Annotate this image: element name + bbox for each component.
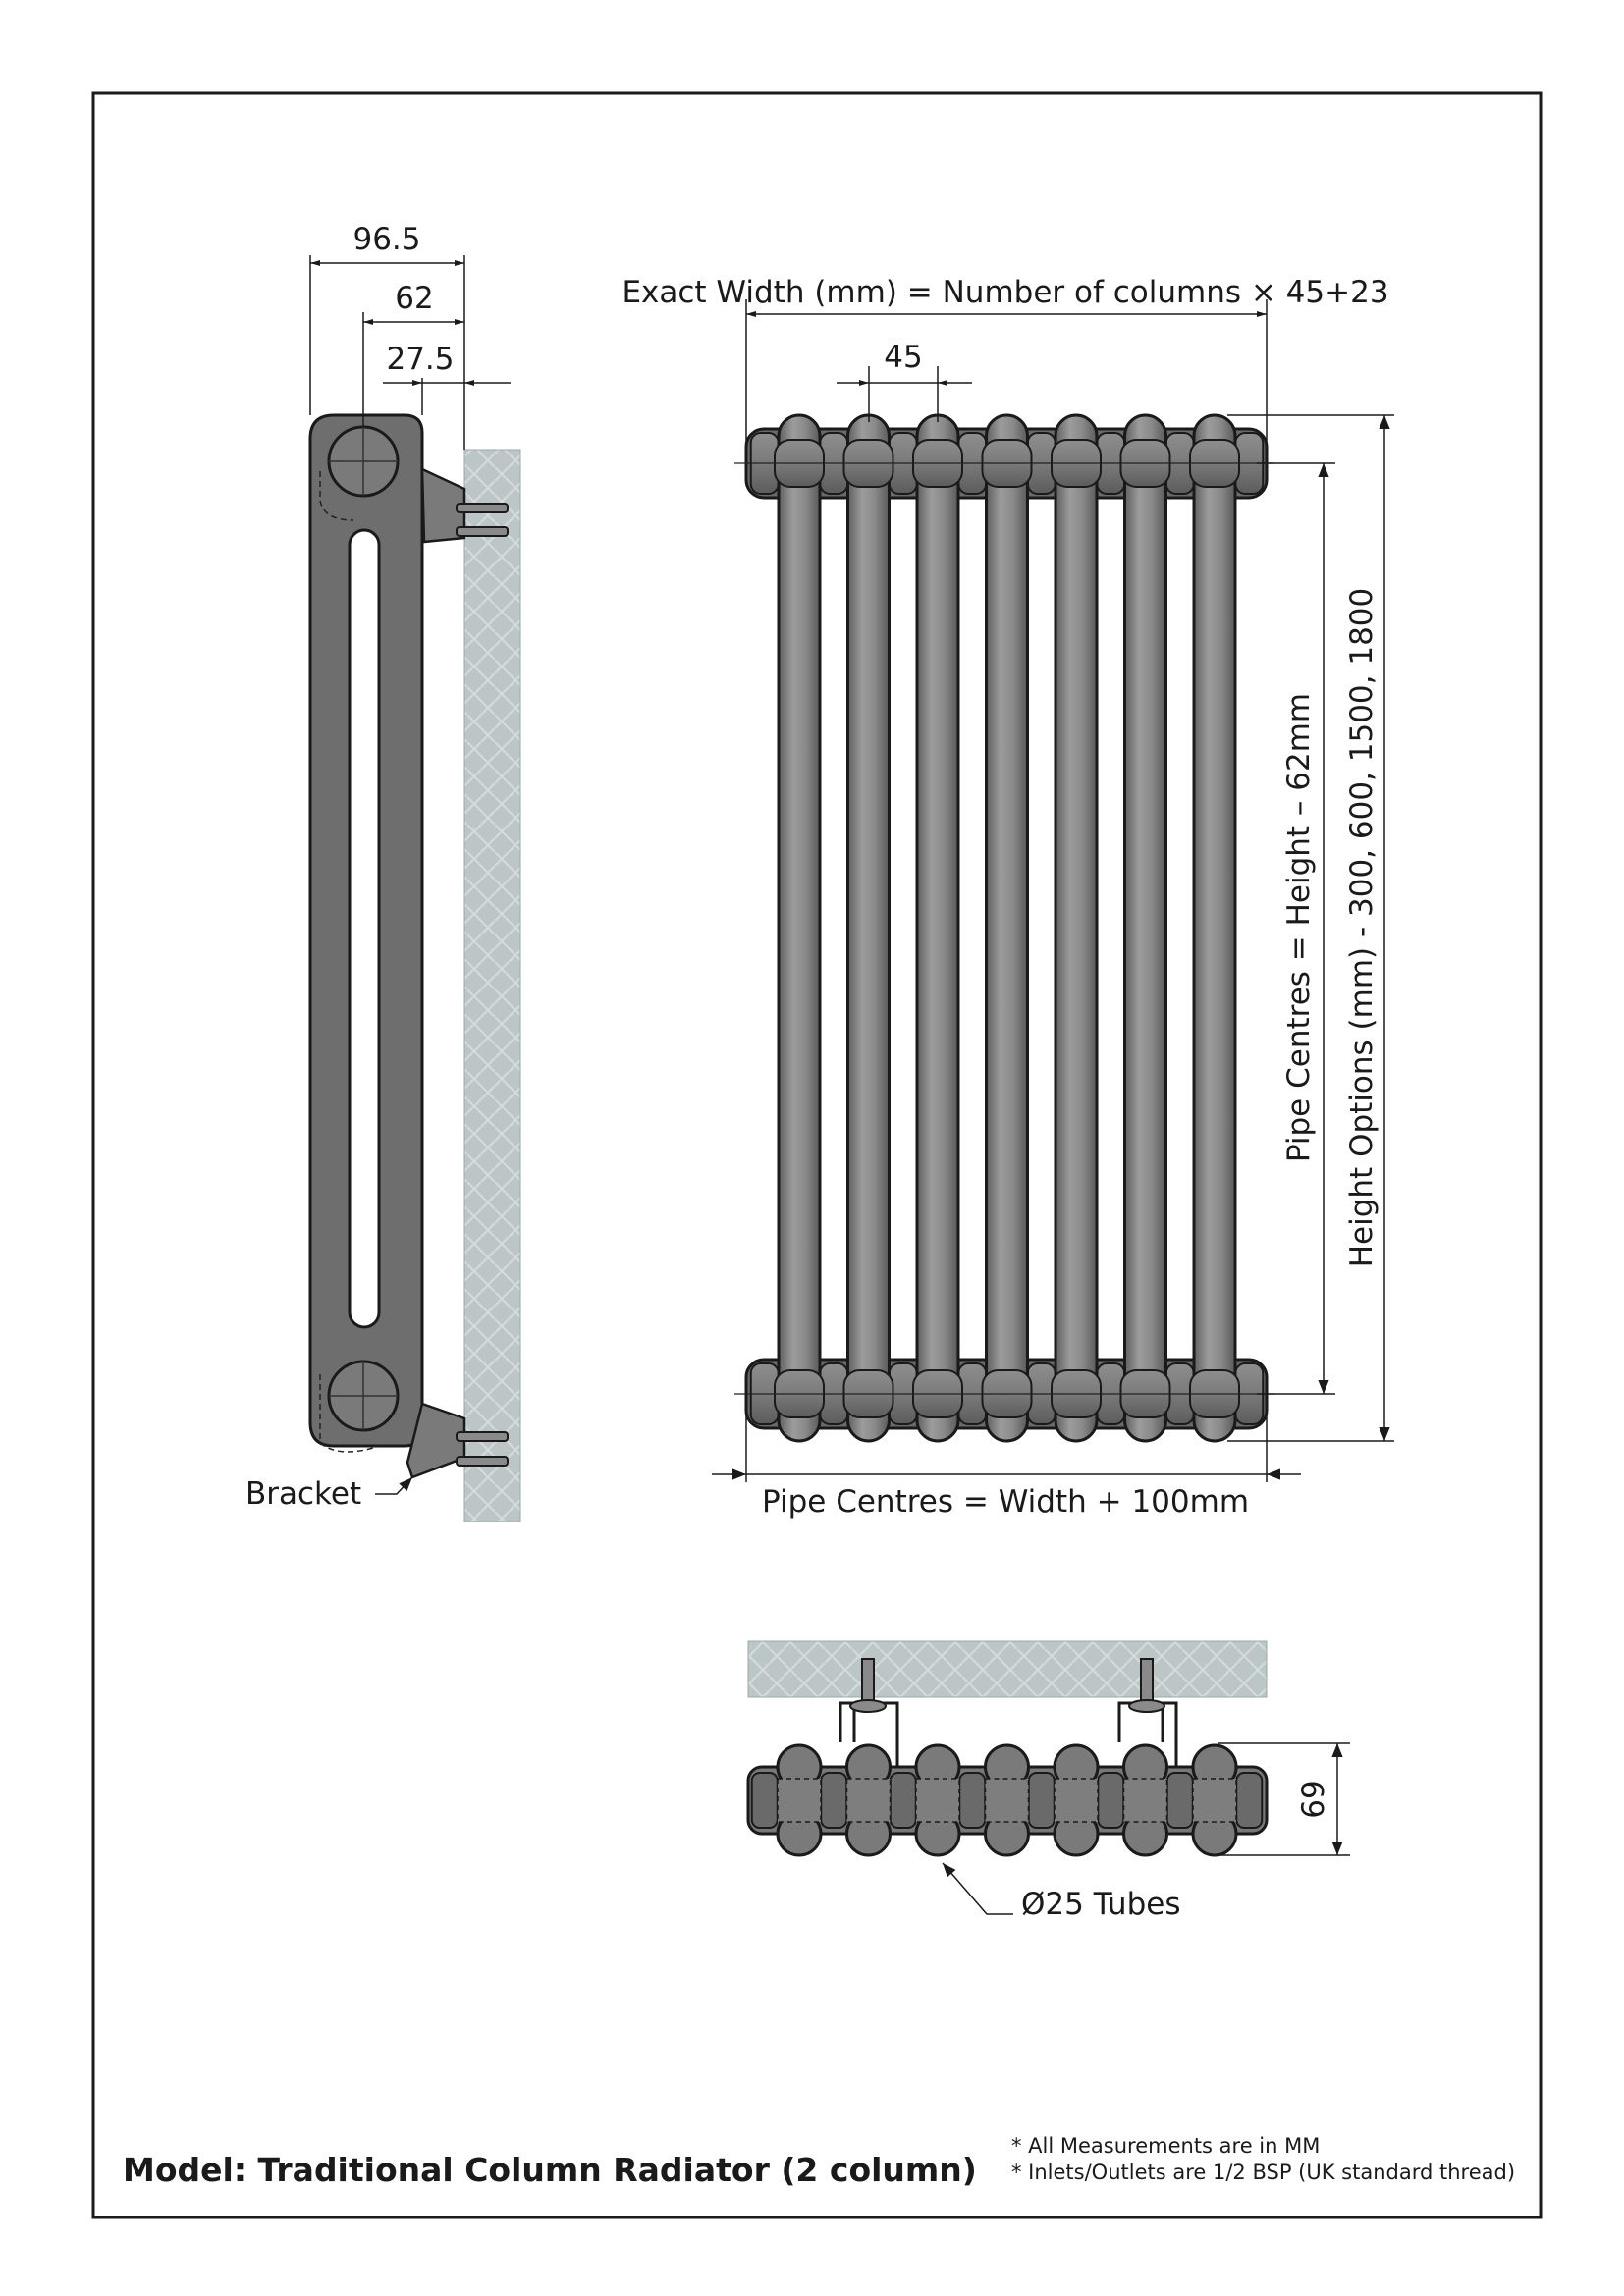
note-measurements: * All Measurements are in MM (1011, 2134, 1321, 2158)
top-tube-section (1055, 1779, 1098, 1822)
dim-side-62: 62 (395, 281, 434, 316)
front-column-tube (1125, 415, 1166, 1441)
top-tube-section (916, 1779, 959, 1822)
top-tube-section (986, 1779, 1029, 1822)
side-view (245, 222, 520, 1522)
depth-69-label: 69 (1296, 1780, 1331, 1819)
top-tube-section (1124, 1779, 1167, 1822)
front-column-tube (917, 415, 958, 1441)
front-column-tube (848, 415, 890, 1441)
top-header-node (1236, 1773, 1262, 1828)
pitch-45-label: 45 (884, 340, 923, 375)
dim-side-96-5: 96.5 (352, 222, 421, 257)
top-tube-section (847, 1779, 891, 1822)
top-header-node (1029, 1773, 1055, 1828)
side-slot (350, 530, 379, 1327)
top-header-node (821, 1773, 846, 1828)
top-tube-section (778, 1779, 821, 1822)
front-view (622, 275, 1394, 1520)
top-header-node (1167, 1773, 1193, 1828)
front-column-tube (779, 415, 820, 1441)
width-formula-label: Exact Width (mm) = Number of columns × 45+23 (622, 275, 1389, 310)
model-title: Model: Traditional Column Radiator (2 column) (123, 2151, 977, 2189)
top-header-node (959, 1773, 985, 1828)
top-header-node (891, 1773, 916, 1828)
pipe-centres-height-label: Pipe Centres = Height – 62mm (1281, 692, 1317, 1163)
top-view (748, 1641, 1350, 1922)
pipe-centres-width-label: Pipe Centres = Width + 100mm (761, 1484, 1250, 1520)
note-inlets: * Inlets/Outlets are 1/2 BSP (UK standard thread) (1011, 2161, 1516, 2184)
tubes-label: Ø25 Tubes (1021, 1887, 1181, 1922)
top-header-node (752, 1773, 778, 1828)
front-column-tube (1194, 415, 1235, 1441)
dim-side-27-5: 27.5 (386, 342, 455, 377)
bracket-label: Bracket (245, 1476, 362, 1512)
height-options-label: Height Options (mm) - 300, 600, 1500, 1800 (1344, 587, 1380, 1268)
wall-side (464, 450, 520, 1522)
wall-top (748, 1641, 1267, 1697)
front-column-tube (987, 415, 1028, 1441)
top-header-node (1098, 1773, 1123, 1828)
front-column-tube (1056, 415, 1097, 1441)
top-tube-section (1193, 1779, 1236, 1822)
